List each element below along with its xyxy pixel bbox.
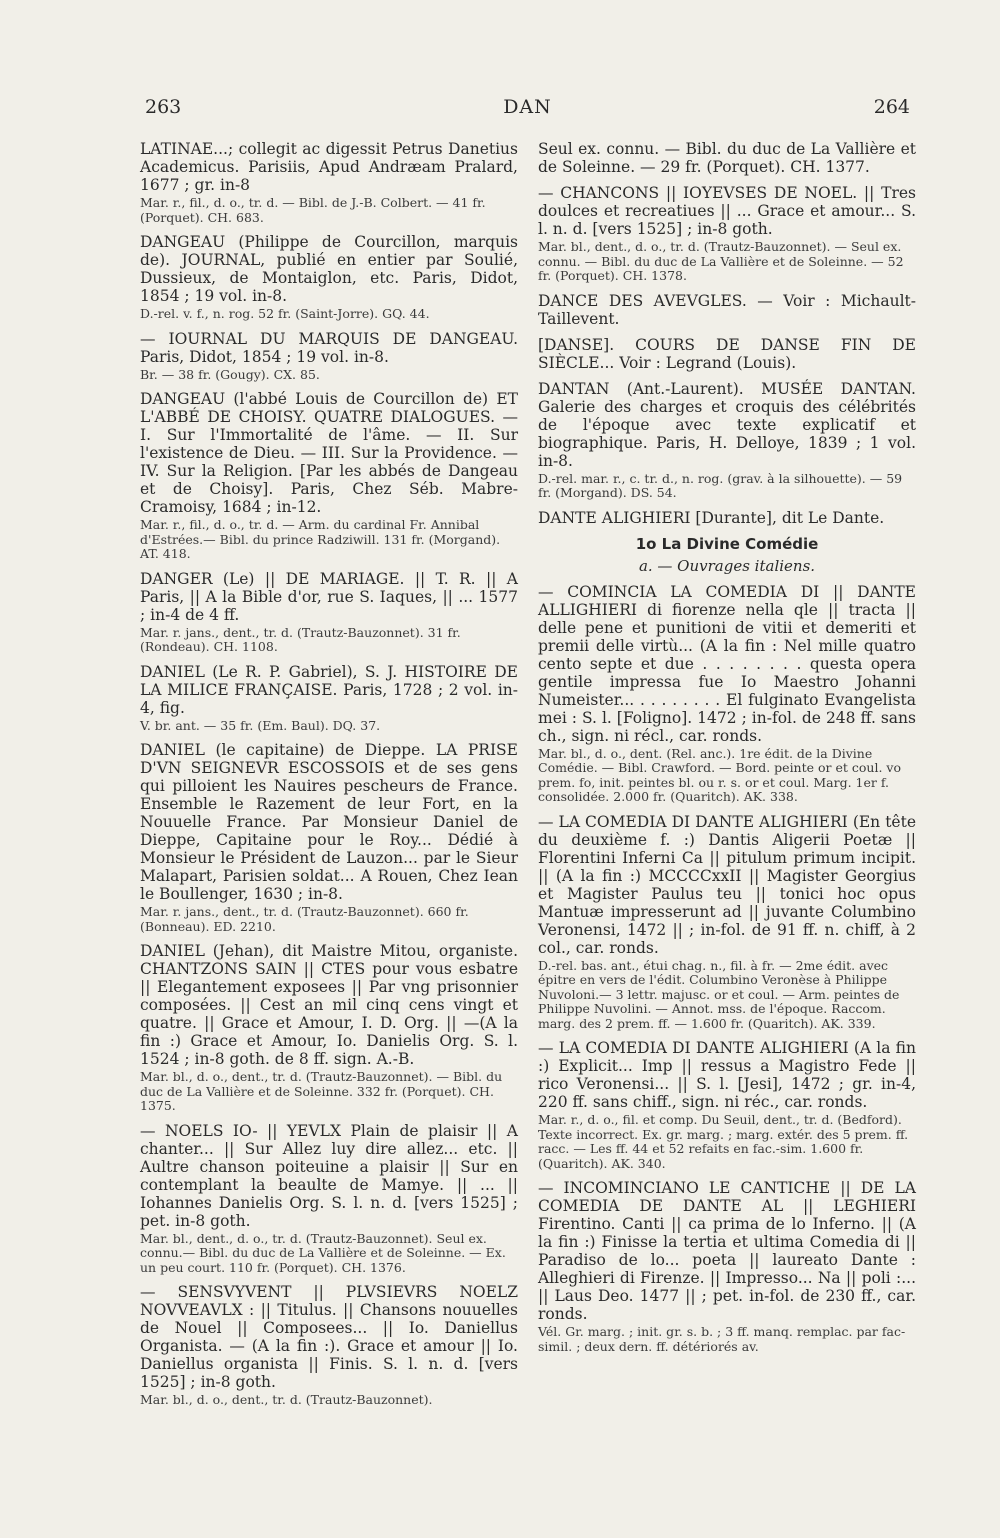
- bibliography-entry: [538, 583, 916, 805]
- page-number-left: 263: [145, 96, 182, 118]
- bibliography-entry: [140, 330, 518, 383]
- entry-note: D.-rel. bas. ant., étui chag. n., fil. à fr. — 2me édit. avec épitre en vers de l'édit. Columbino Veronèse à Philippe Nuvoloni.— 3 lettr. majusc. or et coul. — Arm. peintes de Philippe Nuvolini. — Annot. mss. de l'époque. Raccom. marg. des 2 prem. ff. — 1.600 fr. (Quaritch). AK. 339.: [538, 957, 900, 1031]
- entry-text: DANTE ALIGHIERI [Durante], dit Le Dante.: [538, 508, 885, 527]
- right-column: [538, 140, 916, 1362]
- entry-note: Mar. bl., d. o., dent. (Rel. anc.). 1re édit. de la Divine Comédie. — Bibl. Crawford. — Bord. peinte or et coul. vo prem. fo, init. peintes bl. ou r. s. or et coul. Marg. 1er f. consolidée. 2.000 fr. (Quaritch). AK. 338.: [538, 745, 901, 804]
- entry-note: Mar. bl., d. o., dent., tr. d. (Trautz-Bauzonnet).: [140, 1392, 433, 1407]
- entry-note: Mar. r. jans., dent., tr. d. (Trautz-Bauzonnet). 31 fr. (Rondeau). CH. 1108.: [140, 624, 461, 654]
- entry-text: DANIEL (Le R. P. Gabriel), S. J. HISTOIRE DE LA MILICE FRANÇAISE. Paris, 1728 ; 2 vol. in-4, fig.: [140, 662, 518, 717]
- right-column-bottom: [538, 583, 916, 1355]
- entry-text: DANIEL (Jehan), dit Maistre Mitou, organiste. CHANTZONS SAIN || CTES pour vous esbatre || Elegantement exposees || Par vng prisonnier composées. || Cest an mil cinq cens vingt et quatre. || Grace et Amour, I. D. Org. || —(A la fin :) Grace et Amour, Io. Danielis Org. S. l. 1524 ; in-8 goth. de 8 ff. sign. A.-B.: [140, 942, 518, 1068]
- bibliography-entry: [140, 1283, 518, 1408]
- entry-note: Vél. Gr. marg. ; init. gr. s. b. ; 3 ff. manq. remplac. par fac-simil. ; deux dern. ff. détériorés av.: [538, 1324, 906, 1354]
- entry-text: — LA COMEDIA DI DANTE ALIGHIERI (A la fin :) Explicit... Imp || ressus a Magistro Fede || rico Veronensi... || S. l. [Jesi], 1472 ; gr. in-4, 220 ff. sans chiff., sign. ni réc., car. ronds.: [538, 1039, 916, 1111]
- entry-text: DANTAN (Ant.-Laurent). MUSÉE DANTAN. Galerie des charges et croquis des célébrités de l'époque avec texte explicatif et biographique. Paris, H. Delloye, 1839 ; 1 vol. in-8.: [538, 379, 916, 470]
- bibliography-entry: [140, 741, 518, 934]
- bibliography-entry: [538, 184, 916, 284]
- entry-text: — SENSVYVENT || PLVSIEVRS NOELZ NOVVEAVLX : || Titulus. || Chansons nouuelles de Nouel || Composees... || Io. Daniellus Organista. — (A la fin :). Grace et amour || Io. Daniellus organista || Finis. S. l. n. d. [vers 1525] ; in-8 goth.: [140, 1283, 518, 1391]
- section-title: 1o La Divine Comédie: [635, 534, 819, 553]
- page-number-right: 264: [873, 96, 910, 118]
- left-column: [140, 140, 518, 1416]
- bibliography-entry: [140, 233, 518, 322]
- subsection-title: a. — Ouvrages italiens.: [638, 556, 816, 575]
- entry-note: Mar. r., fil., d. o., tr. d. — Bibl. de J.-B. Colbert. — 41 fr. (Porquet). CH. 683.: [140, 195, 486, 225]
- entry-text: — INCOMINCIANO LE CANTICHE || DE LA COMEDIA DE DANTE AL || LEGHIERI Firentino. Canti || ca prima de lo Inferno. || (A la fin :) Finisse la tertia et ultima Comedia di || Paradiso de lo... poeta || laureato Dante : Alleghieri di Firenze. || Impresso... Na || poli :... || Laus Deo. 1477 || ; pet. in-fol. de 230 ff., car. ronds.: [538, 1179, 916, 1323]
- entry-text: DANCE DES AVEVGLES. — Voir : Michault-Taillevent.: [538, 291, 916, 328]
- entry-text: — NOELS IO- || YEVLX Plain de plaisir || A chanter... || Sur Allez luy dire allez... etc. || Aultre chanson poiteuine a plaisir || Sur en contemplant la beaulte de Mamye. || ... || Iohannes Danielis Org. S. l. n. d. [vers 1525] ; pet. in-8 goth.: [140, 1121, 518, 1230]
- entry-note: Br. — 38 fr. (Gougy). CX. 85.: [140, 366, 320, 382]
- entry-text: [DANSE]. COURS DE DANSE FIN DE SIÈCLE... Voir : Legrand (Louis).: [538, 335, 916, 372]
- entry-text: Seul ex. connu. — Bibl. du duc de La Vallière et de Soleinne. — 29 fr. (Porquet). CH. 1377.: [538, 140, 916, 176]
- entry-note: Mar. r. jans., dent., tr. d. (Trautz-Bauzonnet). 660 fr. (Bonneau). ED. 2210.: [140, 904, 469, 934]
- entry-text: — IOURNAL DU MARQUIS DE DANGEAU. Paris, Didot, 1854 ; 19 vol. in-8.: [140, 329, 518, 366]
- running-title: DAN: [503, 96, 552, 118]
- bibliography-entry: [538, 292, 916, 328]
- entry-text: DANGER (Le) || DE MARIAGE. || T. R. || A Paris, || A la Bible d'or, rue S. Iaques, || ... 1577 ; in-4 de 4 ff.: [140, 569, 518, 624]
- entry-text: DANGEAU (Philippe de Courcillon, marquis de). JOURNAL, publié en entier par Soulié, Dussieux, de Montaiglon, etc. Paris, Didot, 1854 ; 19 vol. in-8.: [140, 233, 518, 305]
- bibliography-entry: [538, 509, 916, 527]
- bibliography-entry: [140, 942, 518, 1114]
- bibliography-entry: [140, 663, 518, 734]
- entry-text: DANIEL (le capitaine) de Dieppe. LA PRISE D'VN SEIGNEVR ESCOSSOIS et de ses gens qui pilloient les Nauires pescheurs de France. Ensemble le Razement de leur Fort, en la Nouuelle France. Par Monsieur Daniel de Dieppe, Capitaine pour le Roy... Dédié à Monsieur le Président de Lauzon... par le Sieur Malapart, Parisien soldat... A Rouen, Chez Iean le Boullenger, 1630 ; in-8.: [140, 741, 518, 903]
- entry-text: DANGEAU (l'abbé Louis de Courcillon de) ET L'ABBÉ DE CHOISY. QUATRE DIALOGUES. — I. Sur l'Immortalité de l'âme. — II. Sur l'existence de Dieu. — III. Sur la Providence. — IV. Sur la Religion. [Par les abbés de Dangeau et de Choisy]. Paris, Chez Séb. Mabre-Cramoisy, 1684 ; in-12.: [140, 390, 518, 516]
- entry-note: Mar. r., d. o., fil. et comp. Du Seuil, dent., tr. d. (Bedford). Texte incorrect. Ex. gr. marg. ; marg. extér. des 5 prem. ff. racc. — Les ff. 44 et 52 refaits en fac.-sim. 1.600 fr. (Quaritch). AK. 340.: [538, 1112, 909, 1171]
- bibliography-entry: [538, 813, 916, 1032]
- bibliography-entry: [140, 1122, 518, 1276]
- bibliography-entry: [538, 336, 916, 372]
- bibliography-entry: [538, 380, 916, 501]
- entry-note: D.-rel. v. f., n. rog. 52 fr. (Saint-Jorre). GQ. 44.: [140, 306, 430, 321]
- entry-note: Mar. r., fil., d. o., tr. d. — Arm. du cardinal Fr. Annibal d'Estrées.— Bibl. du prince Radziwill. 131 fr. (Morgand). AT. 418.: [140, 517, 501, 561]
- entry-text: — COMINCIA LA COMEDIA DI || DANTE ALLIGHIERI di fiorenze nella qle || tracta || delle pene et punitioni de vitii et demeriti et premii delle virtù... (A la fin : Nel mille quatro cento septe et due . . . . . . . . questa opera gentile impressa fue Io Maestro Johanni Numeister... . . . . . . . . El fulginato Evangelista mei : S. l. [Foligno]. 1472 ; in-fol. de 248 ff. sans ch., sign. ni récl., car. ronds.: [538, 582, 916, 745]
- page-header: [145, 96, 910, 126]
- right-column-top: [538, 140, 916, 527]
- bibliography-entry: [140, 570, 518, 655]
- entry-text: — CHANCONS || IOYEVSES DE NOEL. || Tres doulces et recreatiues || ... Grace et amour... S. l. n. d. [vers 1525] ; in-8 goth.: [538, 184, 916, 238]
- bibliography-entry: [140, 140, 518, 225]
- entry-note: Mar. bl., dent., d. o., tr. d. (Trautz-Bauzonnet). Seul ex. connu.— Bibl. du duc de La Vallière et de Soleinne. — Ex. un peu court. 110 fr. (Porquet). CH. 1376.: [140, 1230, 506, 1275]
- bibliography-entry: [538, 140, 916, 176]
- entry-note: V. br. ant. — 35 fr. (Em. Baul). DQ. 37.: [140, 717, 381, 733]
- bibliography-entry: [538, 1179, 916, 1354]
- entry-note: Mar. bl., d. o., dent., tr. d. (Trautz-Bauzonnet). — Bibl. du duc de La Vallière et de Soleinne. 332 fr. (Porquet). CH. 1375.: [140, 1069, 503, 1113]
- entry-note: Mar. bl., dent., d. o., tr. d. (Trautz-Bauzonnet). — Seul ex. connu. — Bibl. du duc de La Vallière et de Soleinne. — 52 fr. (Porquet). CH. 1378.: [538, 239, 904, 283]
- bibliography-entry: [538, 1039, 916, 1171]
- entry-text: — LA COMEDIA DI DANTE ALIGHIERI (En tête du deuxième f. :) Dantis Aligerii Poetæ || Florentini Inferni Ca || pitulum primum incipit. || (A la fin :) MCCCCxxII || Magister Georgius et Magister Paulus teu || tonici hoc opus Mantuæ impresserunt ad || juvante Columbino Veronensi, 1472 || ; in-fol. de 91 ff. n. chiff, à 2 col., car. ronds.: [538, 812, 916, 957]
- bibliography-entry: [140, 390, 518, 562]
- entry-note: D.-rel. mar. r., c. tr. d., n. rog. (grav. à la silhouette). — 59 fr. (Morgand). DS. 54.: [538, 470, 903, 500]
- entry-text: LATINAE...; collegit ac digessit Petrus Danetius Academicus. Parisiis, Apud Andræam Pralard, 1677 ; gr. in-8: [140, 140, 518, 194]
